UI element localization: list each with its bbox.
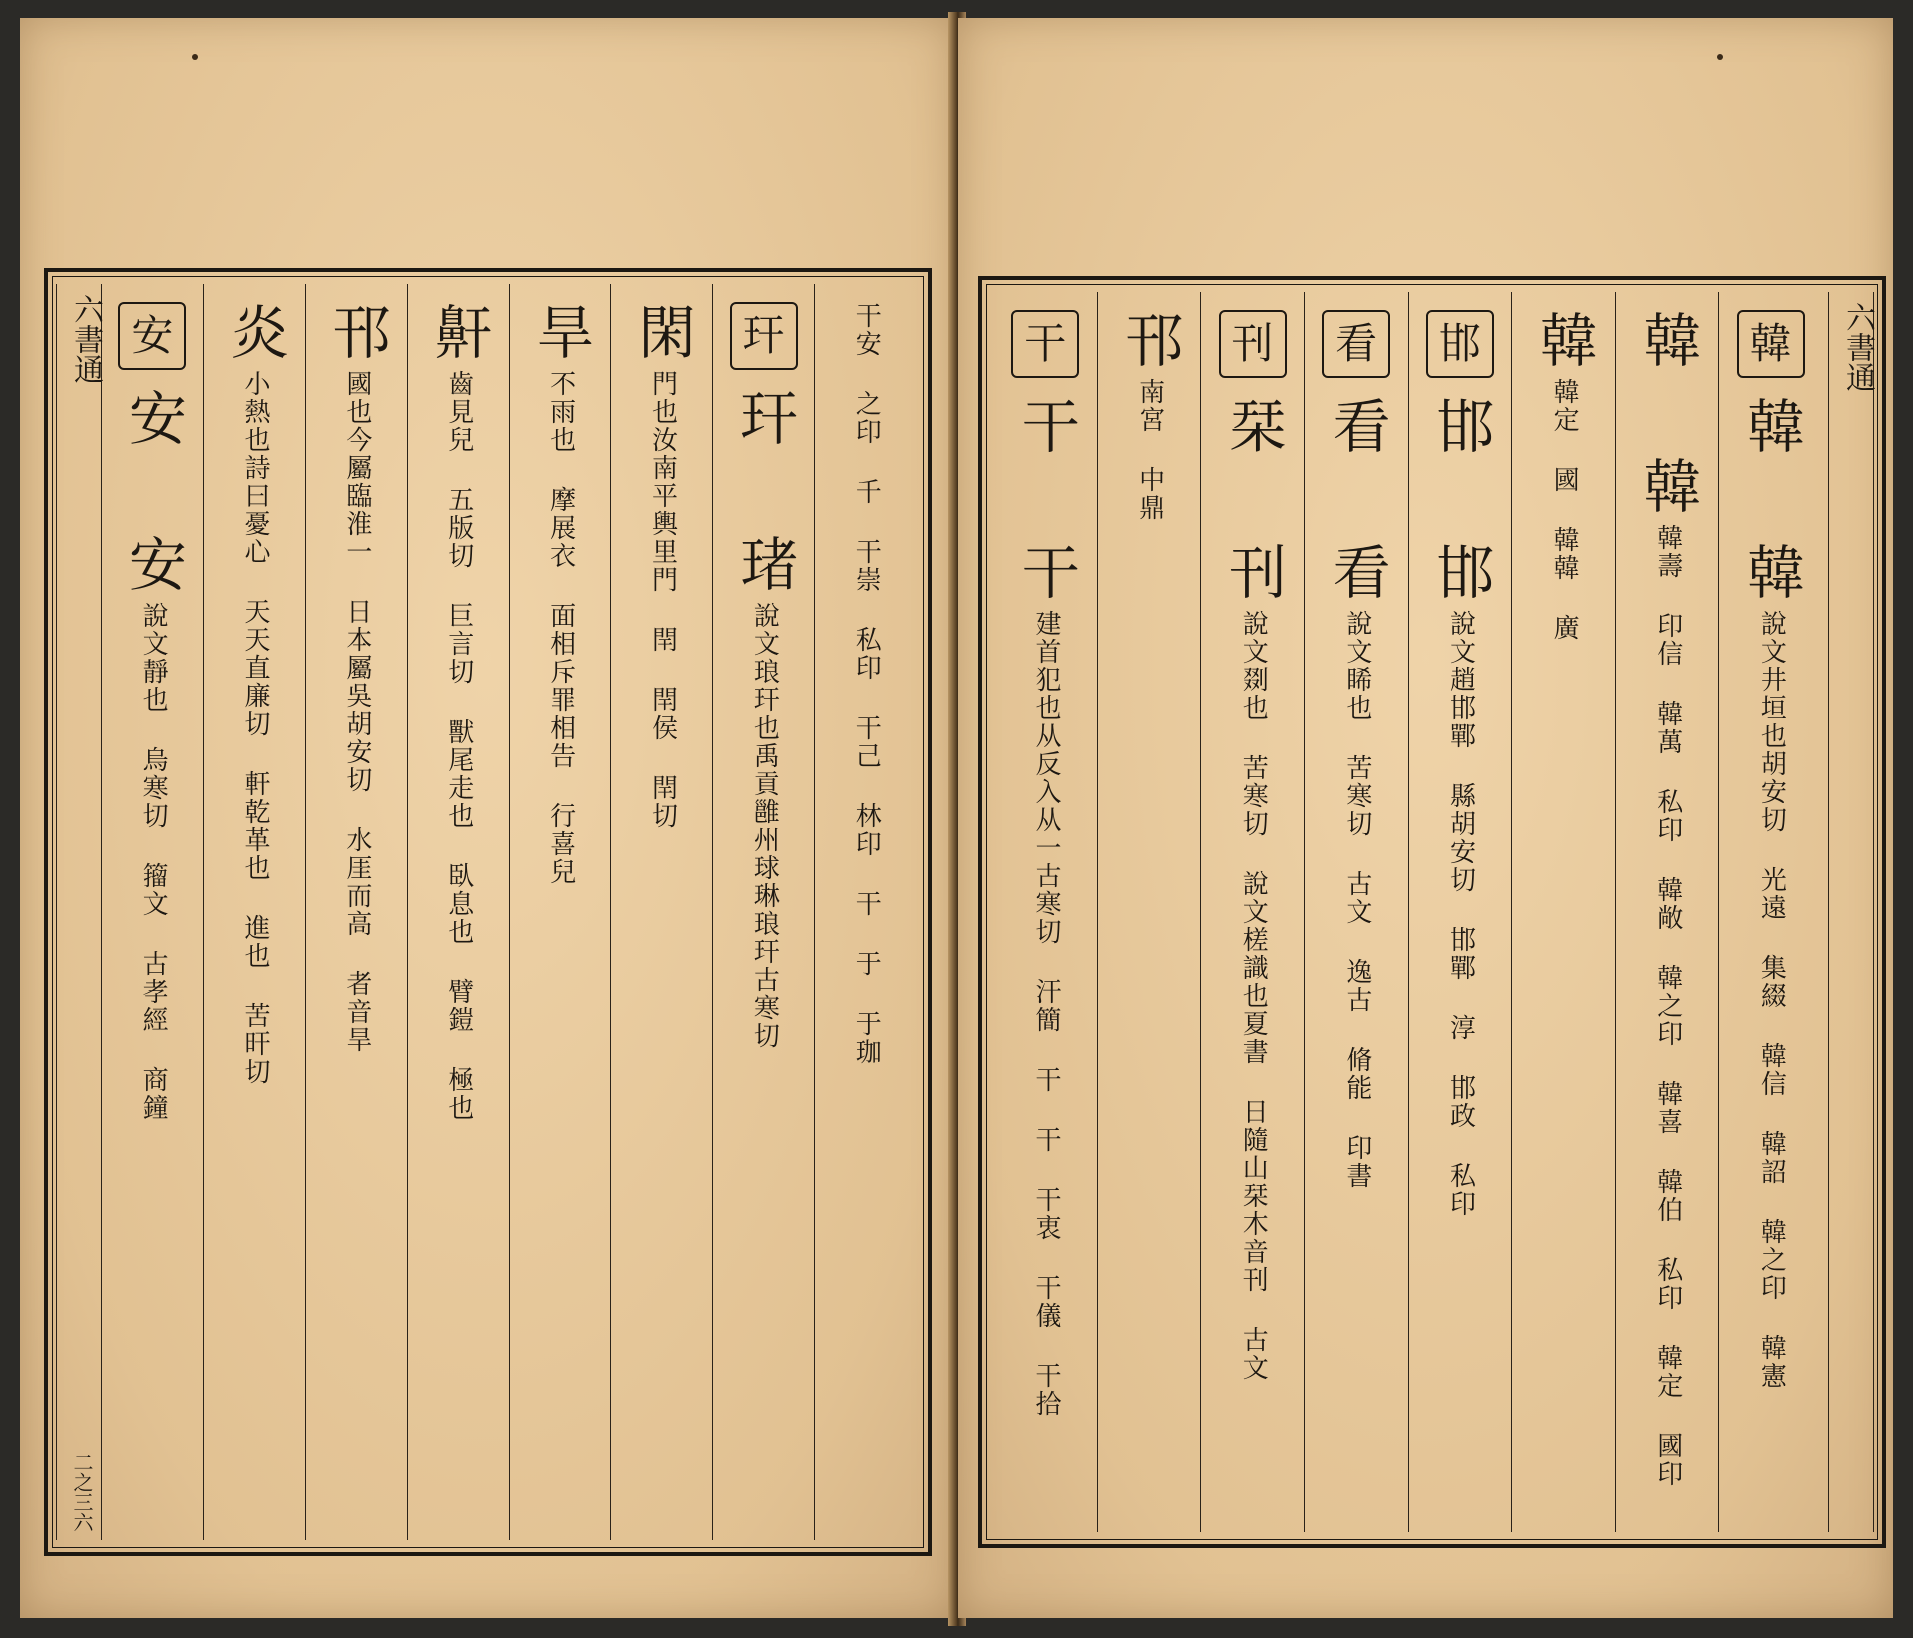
right-column-1	[1718, 292, 1822, 1532]
column-note: 國也今屬臨淮一 日本屬吳胡安切 水厓而高 者音旱	[341, 370, 372, 1054]
headword-box: 干	[1011, 310, 1079, 378]
column-note: 說文靜也 烏寒切 籀文 古孝經 商鐘	[138, 602, 169, 1122]
seal-forms: 旱	[526, 302, 595, 370]
column-note: 韓定 國 韓韓 廣	[1549, 378, 1580, 642]
seal-forms: 韓 韓	[1737, 396, 1806, 610]
left-column-7	[203, 284, 305, 1540]
right-column-8	[994, 292, 1097, 1532]
left-column-2	[712, 284, 814, 1540]
seal-forms: 干 干	[1011, 396, 1080, 610]
book-title: 六書通	[1840, 302, 1875, 392]
left-column-6	[305, 284, 407, 1540]
headword-box: 安	[118, 302, 186, 370]
right-margin-column	[1828, 292, 1874, 1532]
right-page-frame	[978, 276, 1886, 1548]
column-note: 小熱也詩曰憂心 天天直廉切 軒乾革也 進也 苦旰切	[239, 370, 270, 1086]
book-title: 六書通	[68, 294, 103, 384]
column-note: 說文趙邯鄲 縣胡安切 邯鄲 淳 邯政 私印	[1445, 610, 1476, 1218]
right-column-5	[1304, 292, 1408, 1532]
column-note: 南宮 中鼎	[1134, 378, 1165, 522]
seal-forms: 韓	[1529, 310, 1598, 378]
left-column-1	[814, 284, 916, 1540]
column-note: 齒見兒 五版切 巨言切 獸尾走也 臥息也 臂鎧 極也	[443, 370, 474, 1122]
left-column-4	[509, 284, 611, 1540]
headword-box: 刊	[1219, 310, 1287, 378]
seal-forms: 炎	[220, 302, 289, 370]
left-columns	[102, 284, 916, 1540]
seal-forms: 邗	[322, 302, 391, 370]
left-column-8	[102, 284, 203, 1540]
folio-number: 二之三六	[70, 1452, 94, 1532]
seal-forms: 安 安	[118, 388, 187, 602]
right-page	[958, 18, 1893, 1618]
column-note: 說文琅玕也禹貢雝州球琳琅玕古寒切	[749, 602, 780, 1050]
seal-forms: 韓 韓	[1633, 310, 1702, 524]
left-page	[20, 18, 955, 1618]
left-margin-column	[56, 284, 102, 1540]
right-column-3	[1511, 292, 1615, 1532]
right-columns	[994, 292, 1822, 1532]
headword-box: 韓	[1737, 310, 1805, 378]
seal-forms: 邯 邯	[1426, 396, 1495, 610]
headword-box: 玕	[730, 302, 798, 370]
left-column-5	[407, 284, 509, 1540]
worm-hole-mark	[1717, 54, 1723, 60]
seal-forms: 邗	[1115, 310, 1184, 378]
headword-box: 看	[1322, 310, 1390, 378]
right-column-4	[1408, 292, 1512, 1532]
right-column-6	[1200, 292, 1304, 1532]
column-note: 不雨也 摩展衣 面相斥罪相告 行喜兒	[545, 370, 576, 886]
worm-hole-mark	[192, 54, 198, 60]
column-note: 韓壽 印信 韓萬 私印 韓敞 韓之印 韓喜 韓伯 私印 韓定 國印	[1652, 524, 1683, 1488]
column-note: 干安 之印 千 干崇 私印 干己 林印 干 于 于珈	[851, 302, 882, 1066]
seal-forms: 鼾	[424, 302, 493, 370]
column-note: 門也汝南平輿里門 閈 閈侯 閈切	[647, 370, 678, 830]
right-column-7	[1097, 292, 1201, 1532]
left-page-frame	[44, 268, 932, 1556]
seal-forms: 栞 刊	[1219, 396, 1287, 610]
column-note: 說文睎也 苦寒切 古文 逸古 脩能 印書	[1341, 610, 1372, 1190]
column-note: 建首犯也从反入从一古寒切 汗簡 干 干 干衷 干儀 干拾	[1030, 610, 1061, 1418]
right-column-2	[1615, 292, 1719, 1532]
left-column-3	[610, 284, 712, 1540]
column-note: 說文剟也 苦寒切 說文槎識也夏書 日隨山栞木音刊 古文	[1238, 610, 1269, 1382]
column-note: 說文井垣也胡安切 光遠 集綴 韓信 韓詔 韓之印 韓憲	[1756, 610, 1787, 1390]
seal-forms: 玕 琽	[730, 388, 799, 602]
headword-box: 邯	[1426, 310, 1494, 378]
seal-forms: 看 看	[1322, 396, 1391, 610]
seal-forms: 閑	[628, 302, 697, 370]
